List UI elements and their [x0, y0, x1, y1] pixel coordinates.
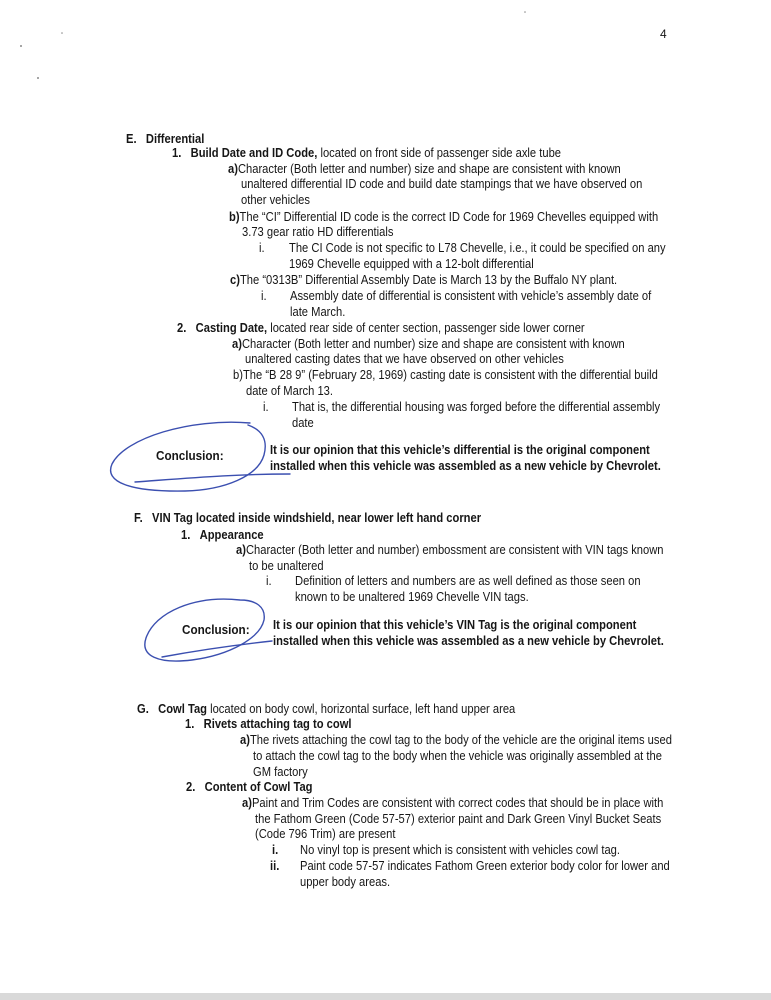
e-item1-heading: 1. Build Date and ID Code, located on front side of passenger side axle tube [172, 145, 562, 160]
f-conclusion-line1: It is our opinion that this vehicle’s VIN Tag is the original component [273, 617, 637, 632]
e2b-i-marker: i. [263, 399, 269, 414]
e-conclusion-ink-tail [135, 474, 290, 482]
g2a-line1: a)Paint and Trim Codes are consistent with correct codes that should be in place with [242, 795, 664, 810]
g-item1-heading: 1. Rivets attaching tag to cowl [185, 716, 352, 731]
f1a-line2: to be unaltered [249, 558, 324, 573]
f1a-i-marker: i. [266, 573, 272, 588]
f1a-i-line1: Definition of letters and numbers are as well defined as those seen on [295, 573, 641, 588]
e1b-line1: b)The “CI” Differential ID code is the correct ID Code for 1969 Chevelles equipped with [229, 209, 659, 224]
f-conclusion-ink-tail [162, 641, 272, 657]
e1b-line2: 3.73 gear ratio HD differentials [242, 224, 394, 239]
f-conclusion-label: Conclusion: [182, 622, 250, 637]
e2b-i-line2: date [292, 415, 314, 430]
scan-speck [61, 32, 63, 34]
e1c-i-line2: late March. [290, 304, 346, 319]
g2a-i-line1: No vinyl top is present which is consistent with vehicles cowl tag. [300, 842, 621, 857]
e1c-i-line1: Assembly date of differential is consistent with vehicle’s assembly date of [290, 288, 652, 303]
scan-speck [20, 45, 22, 47]
scan-speck [524, 11, 526, 13]
e-conclusion-line1: It is our opinion that this vehicle’s differential is the original component [270, 442, 650, 457]
e-conclusion-label: Conclusion: [156, 448, 224, 463]
e-conclusion-line2: installed when this vehicle was assembled as a new vehicle by Chevrolet. [270, 458, 661, 473]
g2a-i-marker: i. [272, 842, 279, 857]
section-e-heading: E. Differential [126, 131, 205, 146]
page-number: 4 [660, 27, 667, 41]
e2a-line1: a)Character (Both letter and number) size and shape are consistent with known [232, 336, 625, 351]
scan-speck [37, 77, 39, 79]
section-g-heading: G. Cowl Tag located on body cowl, horizontal surface, left hand upper area [137, 701, 516, 716]
e-item2-heading: 2. Casting Date, located rear side of center section, passenger side lower corner [177, 320, 585, 335]
g1a-line3: GM factory [253, 764, 308, 779]
g2a-line3: (Code 796 Trim) are present [255, 826, 396, 841]
g2a-ii-line1: Paint code 57-57 indicates Fathom Green exterior body color for lower and [300, 858, 670, 873]
e1b-i-line1: The CI Code is not specific to L78 Chevelle, i.e., it could be specified on any [289, 240, 666, 255]
e1c-i-marker: i. [261, 288, 267, 303]
e2b-i-line1: That is, the differential housing was forged before the differential assembly [292, 399, 661, 414]
f-item1-heading: 1. Appearance [181, 527, 264, 542]
scan-bottom-edge [0, 993, 771, 1000]
g2a-line2: the Fathom Green (Code 57-57) exterior paint and Dark Green Vinyl Bucket Seats [255, 811, 662, 826]
e2b-line1: b)The “B 28 9” (February 28, 1969) casting date is consistent with the differential build [233, 367, 658, 382]
f1a-line1: a)Character (Both letter and number) embossment are consistent with VIN tags known [236, 542, 664, 557]
e1c-line1: c)The “0313B” Differential Assembly Date is March 13 by the Buffalo NY plant. [230, 272, 618, 287]
section-f-heading: F. VIN Tag located inside windshield, near lower left hand corner [134, 510, 482, 525]
e2a-line2: unaltered casting dates that we have observed on other vehicles [245, 351, 564, 366]
e1a-line2: unaltered differential ID code and build date stampings that we have observed on [241, 176, 643, 191]
g-item2-heading: 2. Content of Cowl Tag [186, 779, 313, 794]
e1a-line3: other vehicles [241, 192, 310, 207]
e2b-line2: date of March 13. [246, 383, 334, 398]
e1b-i-marker: i. [259, 240, 265, 255]
g2a-ii-line2: upper body areas. [300, 874, 391, 889]
g1a-line1: a)The rivets attaching the cowl tag to the body of the vehicle are the original items used [240, 732, 672, 747]
g1a-line2: to attach the cowl tag to the body when the vehicle was originally assembled at the [253, 748, 662, 763]
f1a-i-line2: known to be unaltered 1969 Chevelle VIN tags. [295, 589, 529, 604]
e1b-i-line2: 1969 Chevelle equipped with a 12-bolt differential [289, 256, 534, 271]
f-conclusion-line2: installed when this vehicle was assembled as a new vehicle by Chevrolet. [273, 633, 664, 648]
g2a-ii-marker: ii. [270, 858, 280, 873]
e1a-line1: a)Character (Both letter and number) size and shape are consistent with known [228, 161, 621, 176]
